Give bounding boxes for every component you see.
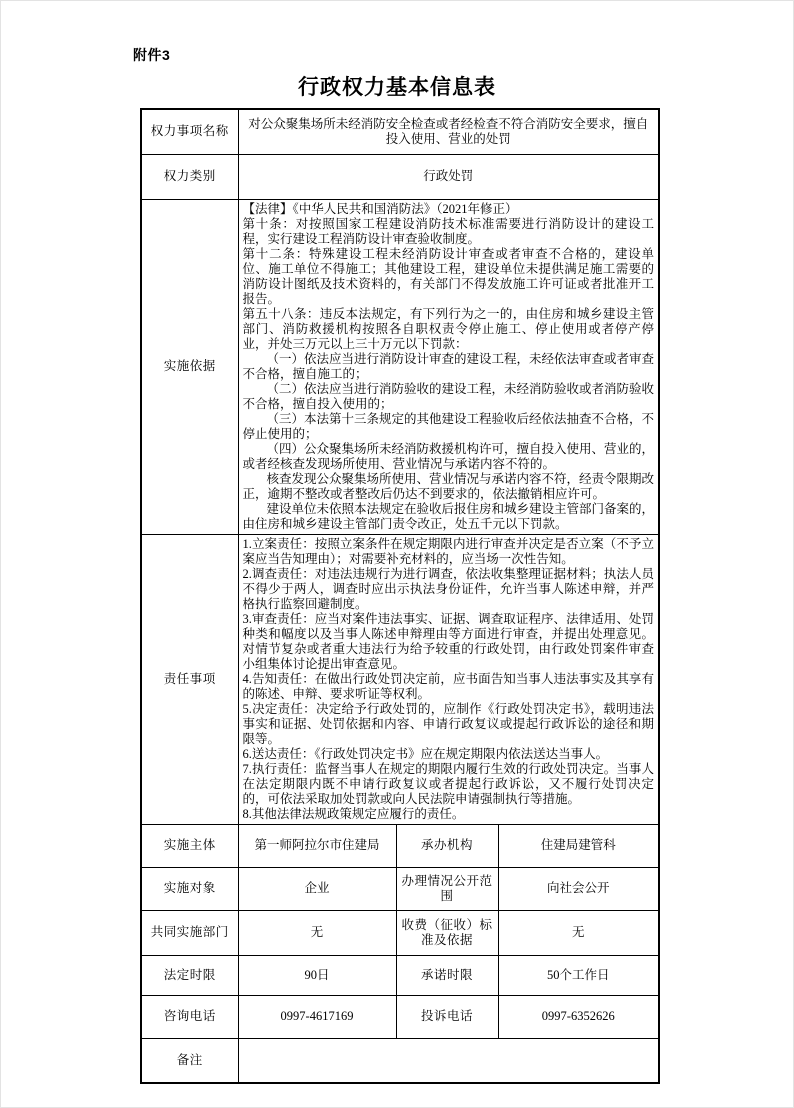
value-promised-time-limit: 50个工作日 bbox=[498, 955, 659, 995]
duty-paragraph: 8.其他法律法规政策规定应履行的责任。 bbox=[242, 806, 465, 821]
value-complaint-phone: 0997-6352626 bbox=[498, 995, 659, 1038]
row-implementation-target bbox=[141, 867, 659, 910]
basis-paragraph: 建设单位未依照本法规定在验收后报住房和城乡建设主管部门备案的，由住房和城乡建设主管部门责令改正，处五千元以下罚款。 bbox=[242, 501, 655, 531]
row-remark bbox=[141, 1038, 659, 1083]
row-implementation-basis bbox=[141, 199, 659, 534]
basis-paragraph: （四）公众聚集场所未经消防救援机构许可，擅自投入使用、营业的，或者经核查发现场所使用、营业情况与承诺内容不符的。 bbox=[242, 441, 655, 471]
value-consultation-phone: 0997-4617169 bbox=[238, 995, 396, 1038]
row-power-category bbox=[141, 154, 659, 199]
value-joint-departments: 无 bbox=[238, 910, 396, 955]
duty-paragraph: 5.决定责任：决定给予行政处罚的，应制作《行政处罚决定书》，载明违法事实和证据、处罚依据和内容、申请行政复议或提起行政诉讼的途径和期限等。 bbox=[242, 701, 654, 746]
value-statutory-time-limit: 90日 bbox=[238, 955, 396, 995]
label-power-category: 权力类别 bbox=[141, 154, 238, 199]
duty-paragraph: 1.立案责任：按照立案条件在规定期限内进行审查并决定是否立案（不予立案应当告知理由）；对需要补充材料的，应当场一次性告知。 bbox=[242, 536, 654, 566]
value-duty-items bbox=[238, 534, 659, 824]
duty-paragraph: 7.执行责任：监督当事人在规定的期限内履行生效的行政处罚决定。当事人在法定期限内既不申请行政复议或者提起行政诉讼，又不履行处罚决定的，可依法采取加处罚款或向人民法院申请强制执行等措施。 bbox=[242, 761, 654, 806]
basis-paragraph: 第五十八条：违反本法规定，有下列行为之一的，由住房和城乡建设主管部门、消防救援机构按照各自职权责令停止施工、停止使用或者停产停业，并处三万元以上三十万元以下罚款： bbox=[242, 306, 654, 351]
label-statutory-time-limit: 法定时限 bbox=[141, 955, 238, 995]
basis-paragraph: （三）本法第十三条规定的其他建设工程验收后经依法抽查不合格，不停止使用的； bbox=[242, 411, 655, 441]
basis-paragraph: 第十二条：特殊建设工程未经消防设计审查或者审查不合格的，建设单位、施工单位不得施工；其他建设工程，建设单位未提供满足施工需要的消防设计图纸及技术资料的，有关部门不得发放施工许可证或者批准开工报告。 bbox=[242, 246, 654, 306]
label-complaint-phone: 投诉电话 bbox=[396, 995, 498, 1038]
row-statutory-time-limit bbox=[141, 955, 659, 995]
row-duty-items bbox=[141, 534, 659, 824]
value-disclosure-scope: 向社会公开 bbox=[498, 867, 659, 910]
label-consultation-phone: 咨询电话 bbox=[141, 995, 238, 1038]
row-phones bbox=[141, 995, 659, 1038]
basis-paragraph: （二）依法应当进行消防验收的建设工程，未经消防验收或者消防验收不合格，擅自投入使用的； bbox=[242, 381, 655, 411]
row-power-item-name bbox=[141, 109, 659, 154]
value-power-item-name: 对公众聚集场所未经消防安全检查或者经检查不符合消防安全要求，擅自投入使用、营业的处罚 bbox=[238, 109, 659, 154]
basis-paragraph: （一）依法应当进行消防设计审查的建设工程，未经依法审查或者审查不合格，擅自施工的； bbox=[242, 351, 655, 381]
duty-paragraph: 3.审查责任：应当对案件违法事实、证据、调查取证程序、法律适用、处罚种类和幅度以及当事人陈述申辩理由等方面进行审查，并提出处理意见。对情节复杂或者重大违法行为给予较重的行政处罚，由行政处罚案件审查小组集体讨论提出审查意见。 bbox=[242, 611, 654, 671]
duty-paragraph: 2.调查责任：对违法违规行为进行调查，依法收集整理证据材料；执法人员不得少于两人，调查时应出示执法身份证件，允许当事人陈述申辩，并严格执行监察回避制度。 bbox=[242, 566, 654, 611]
label-fee-standard: 收费（征收）标准及依据 bbox=[396, 910, 498, 955]
value-implementing-subject: 第一师阿拉尔市住建局 bbox=[238, 824, 396, 867]
info-table bbox=[140, 108, 660, 1084]
label-disclosure-scope: 办理情况公开范围 bbox=[396, 867, 498, 910]
value-implementation-target: 企业 bbox=[238, 867, 396, 910]
label-promised-time-limit: 承诺时限 bbox=[396, 955, 498, 995]
label-implementation-basis: 实施依据 bbox=[141, 199, 238, 534]
value-remark bbox=[238, 1038, 659, 1083]
attachment-label: 附件3 bbox=[133, 47, 171, 63]
basis-paragraph: 【法律】《中华人民共和国消防法》（2021年修正） bbox=[242, 201, 518, 216]
duty-paragraph: 6.送达责任：《行政处罚决定书》应在规定期限内依法送达当事人。 bbox=[242, 746, 609, 761]
label-remark: 备注 bbox=[141, 1038, 238, 1083]
basis-paragraph: 核查发现公众聚集场所使用、营业情况与承诺内容不符，经责令限期改正，逾期不整改或者整改后仍达不到要求的，依法撤销相应许可。 bbox=[242, 471, 655, 501]
duty-paragraph: 4.告知责任：在做出行政处罚决定前，应书面告知当事人违法事实及其享有的陈述、申辩、要求听证等权利。 bbox=[242, 671, 654, 701]
label-power-item-name: 权力事项名称 bbox=[141, 109, 238, 154]
row-joint-departments bbox=[141, 910, 659, 955]
value-fee-standard: 无 bbox=[498, 910, 659, 955]
label-implementation-target: 实施对象 bbox=[141, 867, 238, 910]
value-undertaking-agency: 住建局建管科 bbox=[498, 824, 659, 867]
label-joint-departments: 共同实施部门 bbox=[141, 910, 238, 955]
basis-paragraph: 第十条：对按照国家工程建设消防技术标准需要进行消防设计的建设工程，实行建设工程消防设计审查验收制度。 bbox=[242, 216, 654, 246]
row-implementing-subject bbox=[141, 824, 659, 867]
label-implementing-subject: 实施主体 bbox=[141, 824, 238, 867]
label-duty-items: 责任事项 bbox=[141, 534, 238, 824]
page-title: 行政权力基本信息表 bbox=[298, 76, 496, 99]
label-undertaking-agency: 承办机构 bbox=[396, 824, 498, 867]
value-implementation-basis bbox=[238, 199, 659, 534]
value-power-category: 行政处罚 bbox=[238, 154, 659, 199]
